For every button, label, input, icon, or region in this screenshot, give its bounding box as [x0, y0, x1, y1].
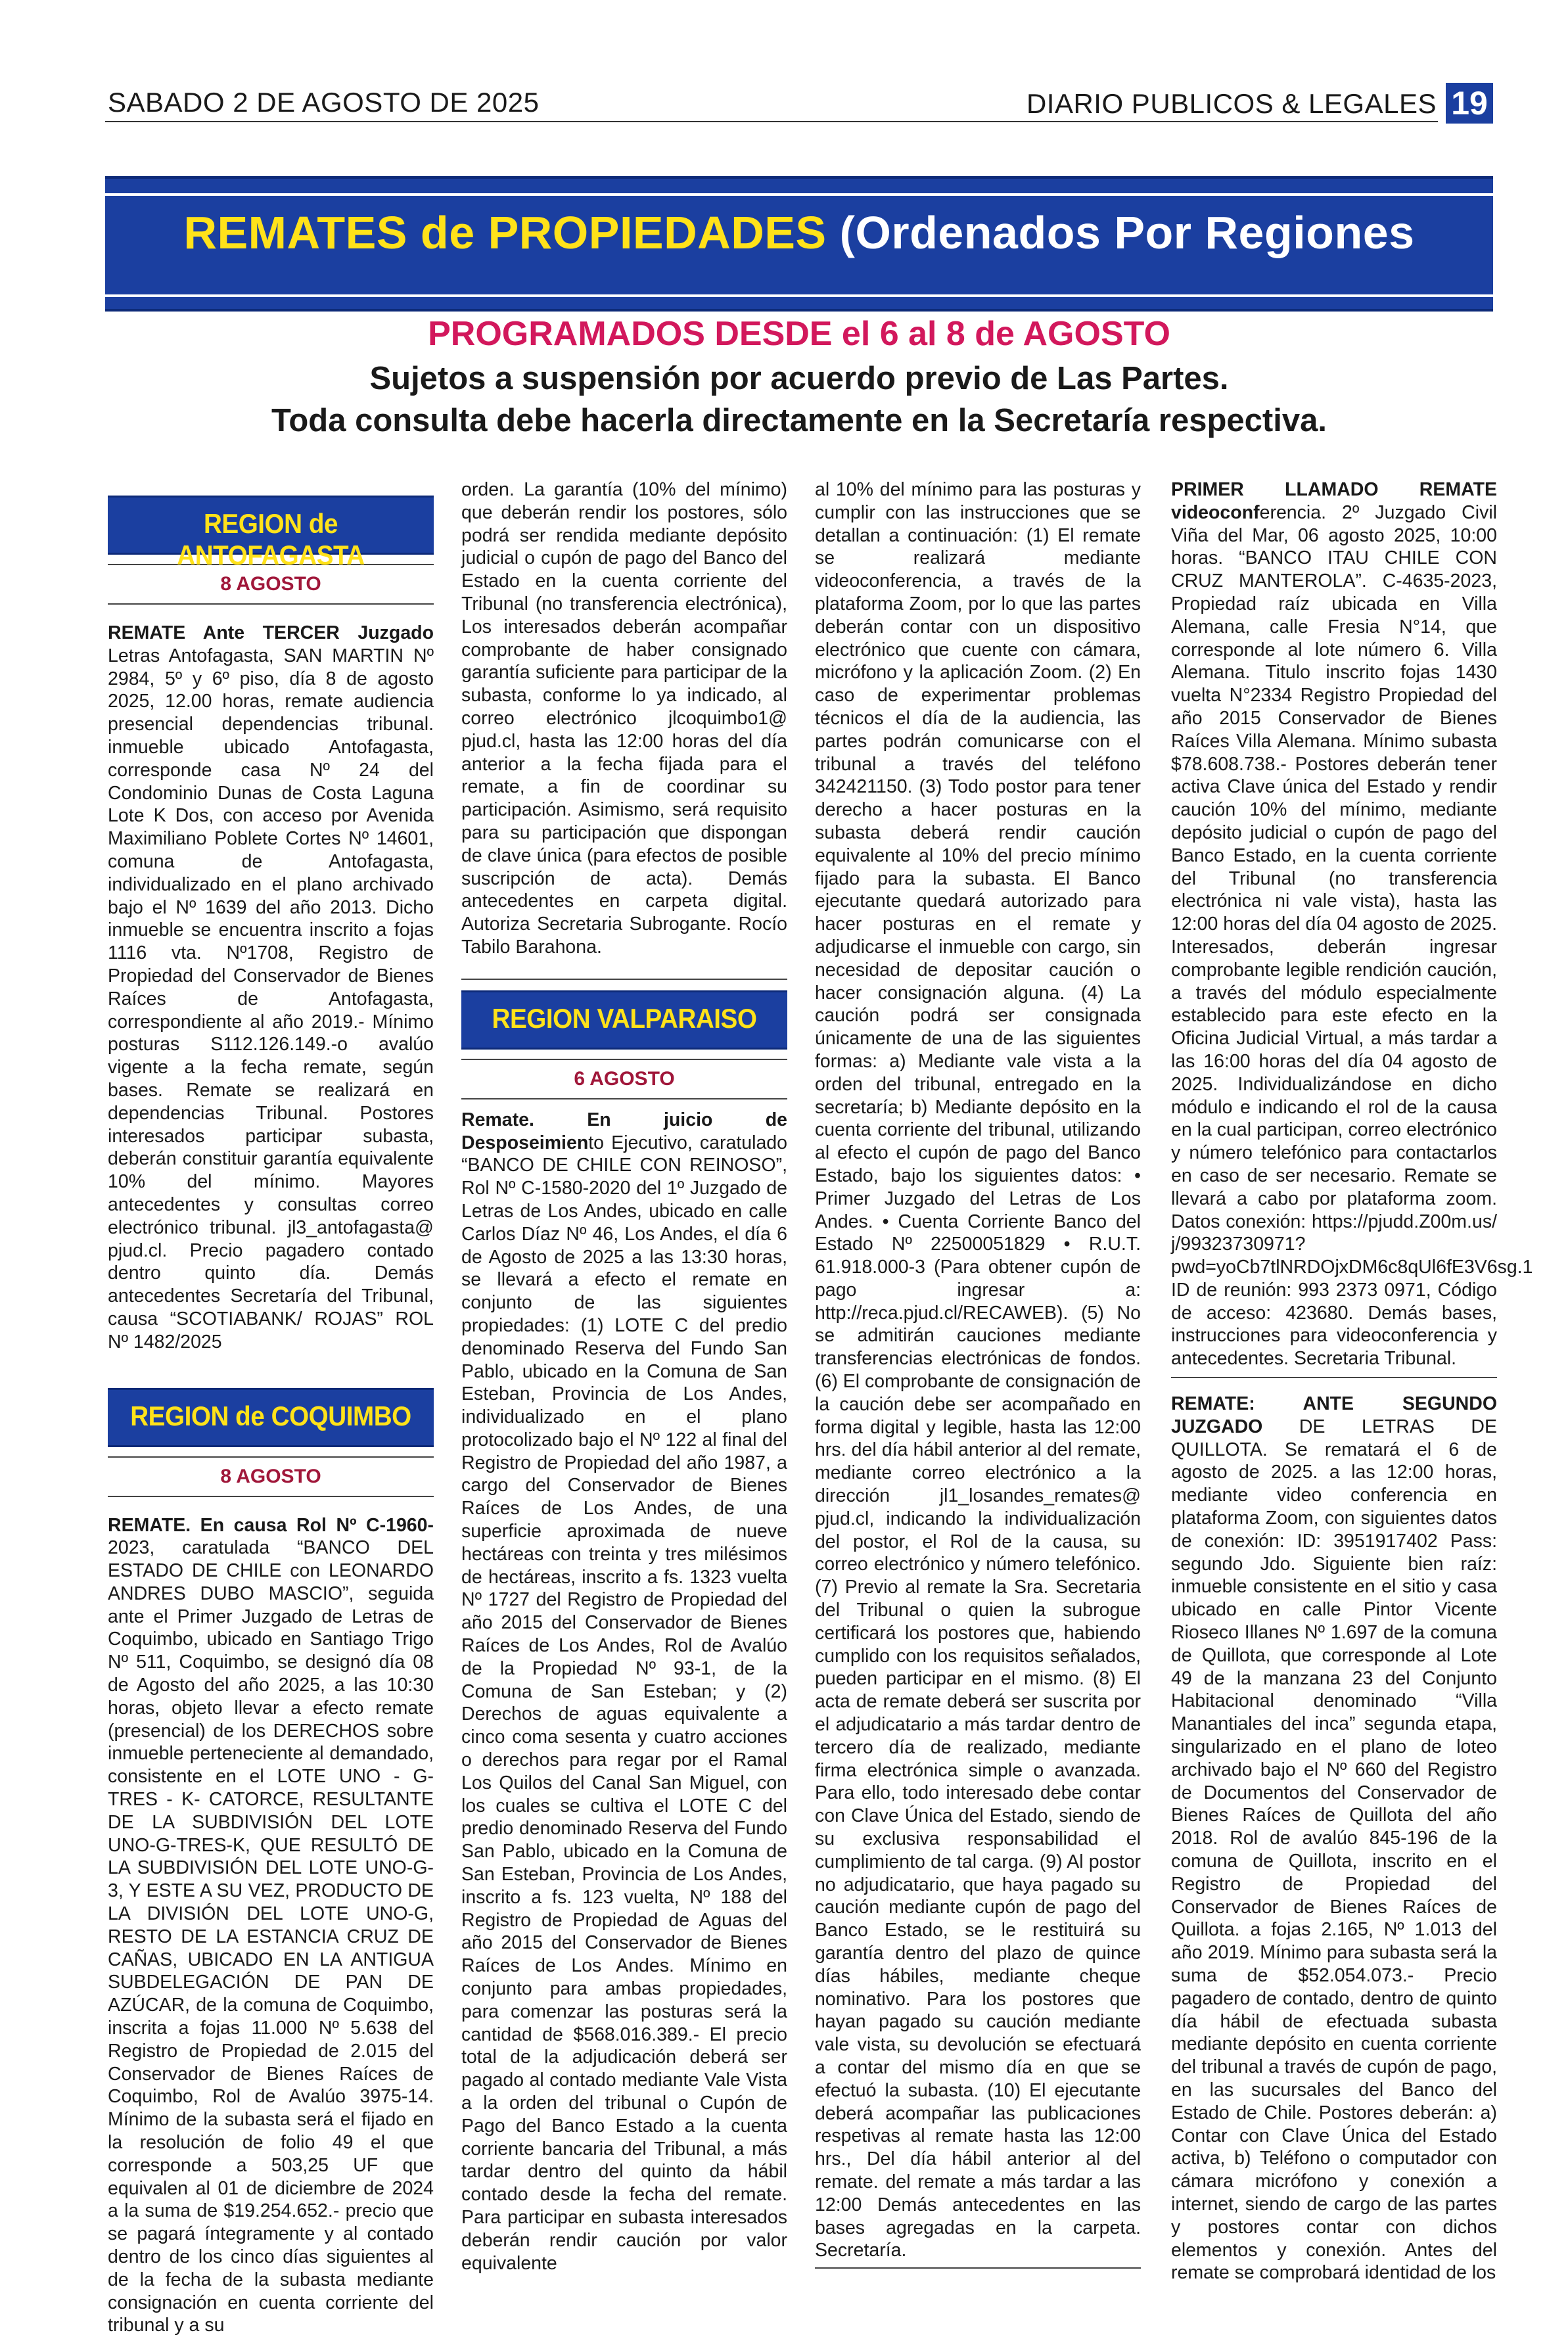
auction-date: 8 AGOSTO: [108, 565, 434, 605]
notice-lead: REMATE. En causa Rol Nº C-1960-: [108, 1515, 434, 1536]
notice-lead: REMATE: ANTE SEGUNDO JUZGADO: [1171, 1393, 1497, 1437]
notice-body: to Ejecutivo, caratulado “BANCO DE CHILE CON REINOSO”, Rol Nº C-1580-2020 del 1º Juzgado de Letras de Los Andes, ubicado en calle Carlos Díaz Nº 46, Los Andes, el día 6 de Agosto de 2025 a las 13:30 horas, se llevará a efecto el remate en conjunto de las siguientes propiedades: (1) LOTE C del predio denominado Reserva del Fundo San Pablo, ubicado en la Comuna de San Esteban, Provincia de Los Andes, individualizado en el plano protocolizado bajo el Nº 122 al final del Registro de Propiedad del año 1987, a cargo del Conservador de Bienes Raíces de Los Andes, de una superficie aproximada de nueve hectáreas con treinta y tres milésimos de hectáreas, inscrito a fs. 1323 vuelta Nº 1727 del Registro de Propiedad del año 2015 del Conservador de Bienes Raíces de Los Andes, Rol de Avalúo de la Propiedad Nº 93-1, de la Comuna de San Esteban; y (2) Derechos de aguas equivalente a cinco coma sesenta y cuatro acciones o derechos para regar por el Ramal Los Quilos del Canal San Miguel, con los cuales se cultiva el LOTE C del predio denominado Reserva del Fundo San Pablo, ubicado en la Comuna de San Esteban, Provincia de Los Andes, inscrito a fs. 123 vuelta, Nº 188 del Registro de Propiedad de Aguas del año 2015 del Conservador de Bienes Raíces de Los Andes. Mínimo en conjunto para ambas propiedades, para comenzar las posturas será la cantidad de $568.016.389.- El precio total de la adjudicación deberá ser pagado al contado mediante Vale Vista a la orden del tribunal o Cupón de Pago del Banco Estado a la cuenta corriente bancaria del Tribunal, a más tardar dentro del quinto da hábil contado desde la fecha del remate. Para participar en subasta interesados deberán rendir caución por valor equivalente: [461, 1132, 787, 2274]
divider: [815, 2267, 1141, 2269]
column-3: [815, 478, 1141, 2269]
region-header-antofagasta: [108, 496, 434, 555]
notice-quillota: [1171, 1393, 1497, 2284]
notice-body: erencia. 2º Juzgado Civil Viña del Mar, 06 agosto 2025, 10:00 horas. “BANCO ITAU CHILE CON CRUZ MANTEROLA”. C-4635-2023, Propiedad raíz ubicada en Villa Alemana, calle Fresia N°14, que corresponde al lote número 6. Villa Alemana. Titulo inscrito fojas 1430 vuelta N°2334 Registro Propiedad del año 2015 Conservador de Bienes Raíces Villa Alemana. Mínimo subasta $78.608.738.- Postores deberán tener activa Clave única del Estado y rendir caución 10% del mínimo, mediante depósito judicial o cupón de pago del Banco Estado, en la cuenta corriente del Tribunal (no transferencia electrónica ni vale vista), hasta las 12:00 horas del día 04 agosto de 2025. Interesados, deberán ingresar comprobante legible rendición caución, a través del módulo especialmente establecido para este efecto en la Oficina Judicial Virtual, a más tardar a las 16:00 horas del día 04 agosto de 2025. Individualizándose en dicho módulo e indicando el rol de la causa en la cual participan, correo electrónico y número telefónico para contactarlos en caso de ser necesario. Remate se llevará a cabo por plataforma zoom. Datos conexión: https://pjudd.Z00m.us/ j/99323730971?pwd=yoCb7tlNRDOjxDM6c8qUl6fE3V6sg.1 ID de reunión: 993 2373 0971, Código de acceso: 423680. Demás bases, instrucciones para videoconferencia y antecedentes. Secretaria Tribunal.: [1171, 502, 1533, 1369]
notice-antofagasta: [108, 622, 434, 1354]
region-header-coquimbo: [108, 1388, 434, 1447]
notice-body: Letras Antofagasta, SAN MARTIN Nº 2984, 5º y 6º piso, día 8 de agosto 2025, 12.00 horas, remate audiencia presencial dependencias tribunal. inmueble ubicado Antofagasta, corresponde casa Nº 24 del Condominio Dunas de Costa Laguna Lote K Dos, con acceso por Avenida Maximiliano Poblete Cortes Nº 14601, comuna de Antofagasta, individualizado en el plano archivado bajo el Nº 1639 del año 2013. Dicho inmueble se encuentra inscrito a fojas 1116 vta. Nº1708, Registro de Propiedad del Conservador de Bienes Raíces de Antofagasta, correspondiente al año 2019.- Mínimo posturas S112.126.149.-o avalúo vigente a la fecha remate, según bases. Remate se realizará en dependencias Tribunal. Postores interesados participar subasta, deberán constituir garantía equivalente 10% del mínimo. Mayores antecedentes y consultas correo electrónico tribunal. jl3_antofagasta@ pjud.cl. Precio pagadero contado dentro quinto día. Demás antecedentes Secretaría del Tribunal, causa “SCOTIABANK/ ROJAS” ROL Nº 1482/2025: [108, 645, 434, 1353]
column-4: [1171, 478, 1497, 2284]
notice-body: 2023, caratulada “BANCO DEL ESTADO DE CHILE con LEONARDO ANDRES DUBO MASCIO”, seguida ante el Primer Juzgado de Letras de Coquimbo, ubicado en Santiago Trigo Nº 511, Coquimbo, se designó día 08 de Agosto del año 2025, a las 10:30 horas, objeto llevar a efecto remate (presencial) de los DERECHOS sobre inmueble perteneciente al demandado, consistente en el LOTE UNO - G-TRES - K- CATORCE, RESULTANTE DE LA SUBDIVISIÓN DEL LOTE UNO-G-TRES-K, QUE RESULTÓ DE LA SUBDIVISIÓN DEL LOTE UNO-G-3, Y ESTE A SU VEZ, PRODUCTO DE LA DIVISIÓN DEL LOTE UNO-G, RESTO DE LA ESTANCIA CRUZ DE CAÑAS, UBICADO EN LA ANTIGUA SUBDELEGACIÓN DE PAN DE AZÚCAR, de la comuna de Coquimbo, inscrita a fojas 11.000 Nº 5.638 del Registro de Propiedad de 2.015 del Conservador de Bienes Raíces de Coquimbo, Rol de Avalúo 3975-14. Mínimo de la subasta será el fijado en la resolución de folio 49 el que corresponde a 503,25 UF que equivalen al 01 de diciembre de 2024 a la suma de $19.254.652.- precio que se pagará íntegramente y al contado dentro de los cinco días siguientes al de la fecha de la subasta mediante consignación en cuenta corriente del tribunal y a su: [108, 1537, 434, 2336]
header-rule: [105, 121, 1438, 122]
suspension-note: Sujetos a suspensión por acuerdo previo de Las Partes.: [105, 360, 1493, 397]
notice-lead: PRIMER LLAMADO REMATE videoconf: [1171, 479, 1497, 523]
notice-body: DE LETRAS DE QUILLOTA. Se rematará el 6 de agosto de 2025. a las 12:00 horas, mediante video conferencia en plataforma Zoom, con siguientes datos de conexión: ID: 3951917402 Pass: segundo Jdo. Siguiente bien raíz: inmueble consistente en el sitio y casa ubicado en calle Pintor Vicente Rioseco Illanes Nº 1.697 de la comuna de Quillota, que corresponde al Lote 49 de la manzana 23 del Conjunto Habitacional denominado “Villa Manantiales del inca” segunda etapa, singularizado en el plano de loteo archivado bajo el Nº 660 del Registro de Documentos del Conservador de Bienes Raíces de Quillota del año 2018. Rol de avalúo 845-196 de la comuna de Quillota, inscrito en el Registro de Propiedad del Conservador de Bienes Raíces de Quillota. a fojas 2.165, Nº 1.013 del año 2019. Mínimo para subasta será la suma de $52.054.073.- Precio pagadero de contado, dentro de quinto día hábil de efectuada subasta mediante depósito en cuenta corriente del tribunal a través de cupón de pago, en las sucursales del Banco del Estado de Chile. Postores deberán: a) Contar con Clave Única del Estado activa, b) Teléfono o computador con cámara micrófono y conexión a internet, siendo de cargo de las partes y postores contar con dichos elementos y conexión. Antes del remate se comprobará identidad de los: [1171, 1416, 1497, 2283]
divider: [461, 979, 787, 980]
page-header: [105, 83, 1493, 125]
notice-los-andes-continued: al 10% del mínimo para las posturas y cumplir con las instrucciones que se detallan a continuación: (1) El remate se realizará mediante videoconferencia, a través de la plataforma Zoom, por lo que las partes deberán contar con un dispositivo electrónico que cuente con cámara, micrófono y la aplicación Zoom. (2) En caso de experimentar problemas técnicos el día de la audiencia, las partes podrán comunicarse con el tribunal a través del teléfono 342421150. (3) Todo postor para tener derecho a hacer posturas en la subasta deberá rendir caución equivalente al 10% del precio mínimo fijado para la subasta. El Banco ejecutante quedará autorizado para hacer posturas en el remate y adjudicarse el inmueble con cargo, sin necesidad de depositar caución o hacer consignación alguna. (4) La caución podrá ser consignada únicamente de una de las siguientes formas: a) Mediante vale vista a la orden del tribunal, entregado en la secretaría; b) Mediante depósito en la cuenta corriente del tribunal, utilizando al efecto el cupón de pago del Banco Estado, bajo los siguientes datos: • Primer Juzgado del Letras de Los Andes. • Cuenta Corriente Banco del Estado Nº 22500051829 • R.U.T. 61.918.000-3 (Para obtener cupón de pago ingresar a: http://reca.pjud.cl/RECAWEB). (5) No se admitirán cauciones mediante transferencias electrónicas de fondos. (6) El comprobante de consignación de la caución debe ser acompañado en forma digital y legible, hasta las 12:00 hrs. del día hábil anterior al del remate, mediante correo electrónico a la dirección jl1_losandes_remates@ pjud.cl, indicando la individualización del postor, el Rol de la causa, su correo electrónico y número telefónico. (7) Previo al remate la Sra. Secretaria del Tribunal o quien la subrogue certificará los postores que, habiendo cumplido con los requisitos señalados, pueden participar en el mismo. (8) El acta de remate deberá ser suscrita por el adjudicatario a más tardar dentro de tercero día de realizado, mediante firma electrónica simple o avanzada. Para ello, todo interesado debe contar con Clave Única del Estado, siendo de su exclusiva responsabilidad el cumplimiento de tal carga. (9) Al postor no adjudicatario, que haya pagado su caución mediante cupón de pago del Banco Estado, se le restituirá su garantía dentro del plazo de quince días hábiles, mediante cheque nominativo. Para los postores que hayan pagado su caución mediante vale vista, su devolución se efectuará a contar del mismo día en que se efectuó la subasta. (10) El ejecutante deberá acompañar las publicaciones respetivas al remate hasta las 12:00 hrs., Del día hábil anterior al del remate. del remate a más tardar a las 12:00 Demás antecedentes en las bases agregadas en la carpeta. Secretaría.: [815, 478, 1141, 2262]
notice-lead: Remate. En juicio de Desposeimien: [461, 1109, 787, 1153]
notice-vina-del-mar: [1171, 478, 1497, 1370]
section-banner: [105, 176, 1493, 312]
notice-coquimbo-continued: orden. La garantía (10% del mínimo) que deberán rendir los postores, sólo podrá ser rendida mediante depósito judicial o cupón de pago del Banco del Estado en la cuenta corriente del Tribunal (no transferencia electrónica), Los interesados deberán acompañar comprobante de haber consignado garantía suficiente para participar de la subasta, conforme lo ya indicado, al correo electrónico jlcoquimbo1@ pjud.cl, hasta las 12:00 horas del día anterior a la fecha fijada para el remate, a fin de coordinar su participación. Asimismo, será requisito para su participación que dispongan de clave única (para efectos de posible suscripción de acta). Demás antecedentes en carpeta digital. Autoriza Secretaria Subrogante. Rocío Tabilo Barahona.: [461, 478, 787, 959]
banner-title-main: REMATES de PROPIEDADES: [183, 207, 826, 258]
divider: [1171, 1377, 1497, 1378]
notice-coquimbo: [108, 1514, 434, 2337]
column-2: [461, 478, 787, 2275]
page-number: 19: [1446, 83, 1493, 124]
column-1: [108, 478, 434, 2337]
region-title: REGION VALPARAISO: [474, 1003, 774, 1034]
inquiry-note: Toda consulta debe hacerla directamente en la Secretaría respectiva.: [105, 402, 1493, 439]
region-title: REGION de COQUIMBO: [121, 1400, 421, 1432]
auction-date: 8 AGOSTO: [108, 1458, 434, 1497]
notice-los-andes: [461, 1109, 787, 2275]
banner-title-suffix: (Ordenados Por Regiones: [840, 207, 1415, 258]
auction-date: 6 AGOSTO: [461, 1060, 787, 1099]
banner-title: [105, 206, 1493, 259]
region-title: REGION de ANTOFAGASTA: [121, 508, 421, 571]
notice-lead: REMATE Ante TERCER Juzgado: [108, 622, 434, 643]
region-header-valparaiso: [461, 990, 787, 1050]
publication-name: DIARIO PUBLICOS & LEGALES: [1026, 88, 1437, 120]
issue-date: SABADO 2 DE AGOSTO DE 2025: [108, 87, 540, 118]
schedule-heading: PROGRAMADOS DESDE el 6 al 8 de AGOSTO: [105, 314, 1493, 354]
